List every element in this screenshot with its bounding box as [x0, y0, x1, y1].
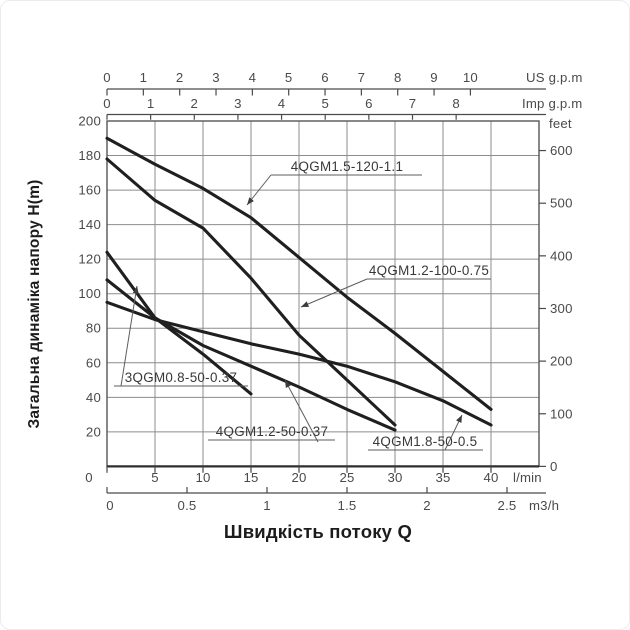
imp-gpm-tick-label: 7	[408, 96, 417, 111]
curve-label-arrow	[301, 279, 367, 307]
lmin-tick-label: 25	[339, 470, 355, 485]
lmin-tick-label: 5	[151, 470, 159, 485]
feet-tick-label: 500	[550, 195, 573, 211]
curve-label: 4QGM1.8-50-0.5	[372, 434, 478, 449]
head-m-tick-label: 60	[85, 355, 101, 371]
imp-gpm-tick-label: 2	[190, 96, 199, 111]
us-gpm-tick-label: 6	[321, 70, 329, 85]
lmin-tick-label: 30	[387, 470, 403, 485]
imp-gpm-tick-label: 8	[452, 96, 460, 111]
head-m-tick-label: 120	[78, 251, 101, 267]
head-m-tick-label: 160	[78, 182, 101, 198]
lmin-tick-label: 20	[291, 470, 307, 485]
us-gpm-tick-label: 3	[212, 70, 220, 85]
m3h-tick-label: 0.5	[177, 498, 197, 513]
us-gpm-tick-label: 7	[357, 70, 366, 85]
head-m-tick-label: 140	[78, 217, 101, 233]
us-gpm-axis-label: US g.p.m	[526, 70, 583, 85]
imp-gpm-tick-label: 3	[234, 96, 242, 111]
feet-tick-label: 400	[550, 248, 573, 264]
m3h-tick-label: 1.5	[337, 498, 357, 513]
imp-gpm-tick-label: 0	[103, 96, 111, 111]
curve-label: 4QGM1.2-100-0.75	[368, 263, 490, 278]
lmin-tick-label: 35	[435, 470, 451, 485]
us-gpm-tick-label: 0	[103, 70, 111, 85]
us-gpm-tick-label: 10	[462, 70, 478, 85]
feet-tick-label: 300	[550, 300, 573, 316]
lmin-tick-label: 15	[243, 470, 259, 485]
head-m-tick-label: 80	[85, 320, 101, 336]
us-gpm-tick-label: 9	[430, 70, 438, 85]
head-m-tick-label: 200	[78, 113, 101, 129]
m3h-tick-label: 0	[106, 498, 114, 513]
head-m-tick-label: 100	[78, 286, 101, 302]
head-m-tick-label: 40	[85, 389, 101, 405]
imp-gpm-axis-label: Imp g.p.m	[522, 96, 583, 111]
us-gpm-tick-label: 2	[175, 70, 184, 85]
imp-gpm-tick-label: 1	[146, 96, 155, 111]
curve-label: 3QGM0.8-50-0.37	[124, 370, 238, 385]
feet-tick-label: 600	[550, 143, 573, 159]
imp-gpm-tick-label: 6	[365, 96, 373, 111]
lmin-tick-label: 0	[85, 470, 93, 485]
pump-curves-chart	[1, 1, 630, 630]
feet-tick-label: 200	[550, 353, 573, 369]
head-m-tick-label: 180	[78, 148, 101, 164]
lmin-tick-label: 10	[195, 470, 211, 485]
head-m-tick-label: 20	[85, 424, 101, 440]
us-gpm-tick-label: 8	[393, 70, 402, 85]
feet-tick-label: 100	[550, 406, 573, 422]
imp-gpm-tick-label: 5	[321, 96, 329, 111]
lmin-tick-label: 40	[483, 470, 499, 485]
lmin-axis-label: l/min	[513, 470, 542, 485]
us-gpm-tick-label: 1	[139, 70, 148, 85]
bottom-axis-title: Швидкість потоку Q	[223, 521, 413, 542]
left-axis-title: Загальна динаміка напору H(m)	[26, 179, 43, 429]
us-gpm-tick-label: 4	[248, 70, 257, 85]
m3h-axis-label: m3/h	[529, 498, 560, 513]
m3h-tick-label: 2.5	[497, 498, 517, 513]
curve-label: 4QGM1.2-50-0.37	[215, 424, 329, 439]
m3h-tick-label: 1	[263, 498, 271, 513]
feet-axis-label: feet	[549, 116, 572, 131]
curve-label: 4QGM1.5-120-1.1	[290, 159, 404, 174]
feet-tick-label: 0	[550, 458, 558, 474]
us-gpm-tick-label: 5	[284, 70, 293, 85]
m3h-tick-label: 2	[423, 498, 431, 513]
imp-gpm-tick-label: 4	[277, 96, 286, 111]
